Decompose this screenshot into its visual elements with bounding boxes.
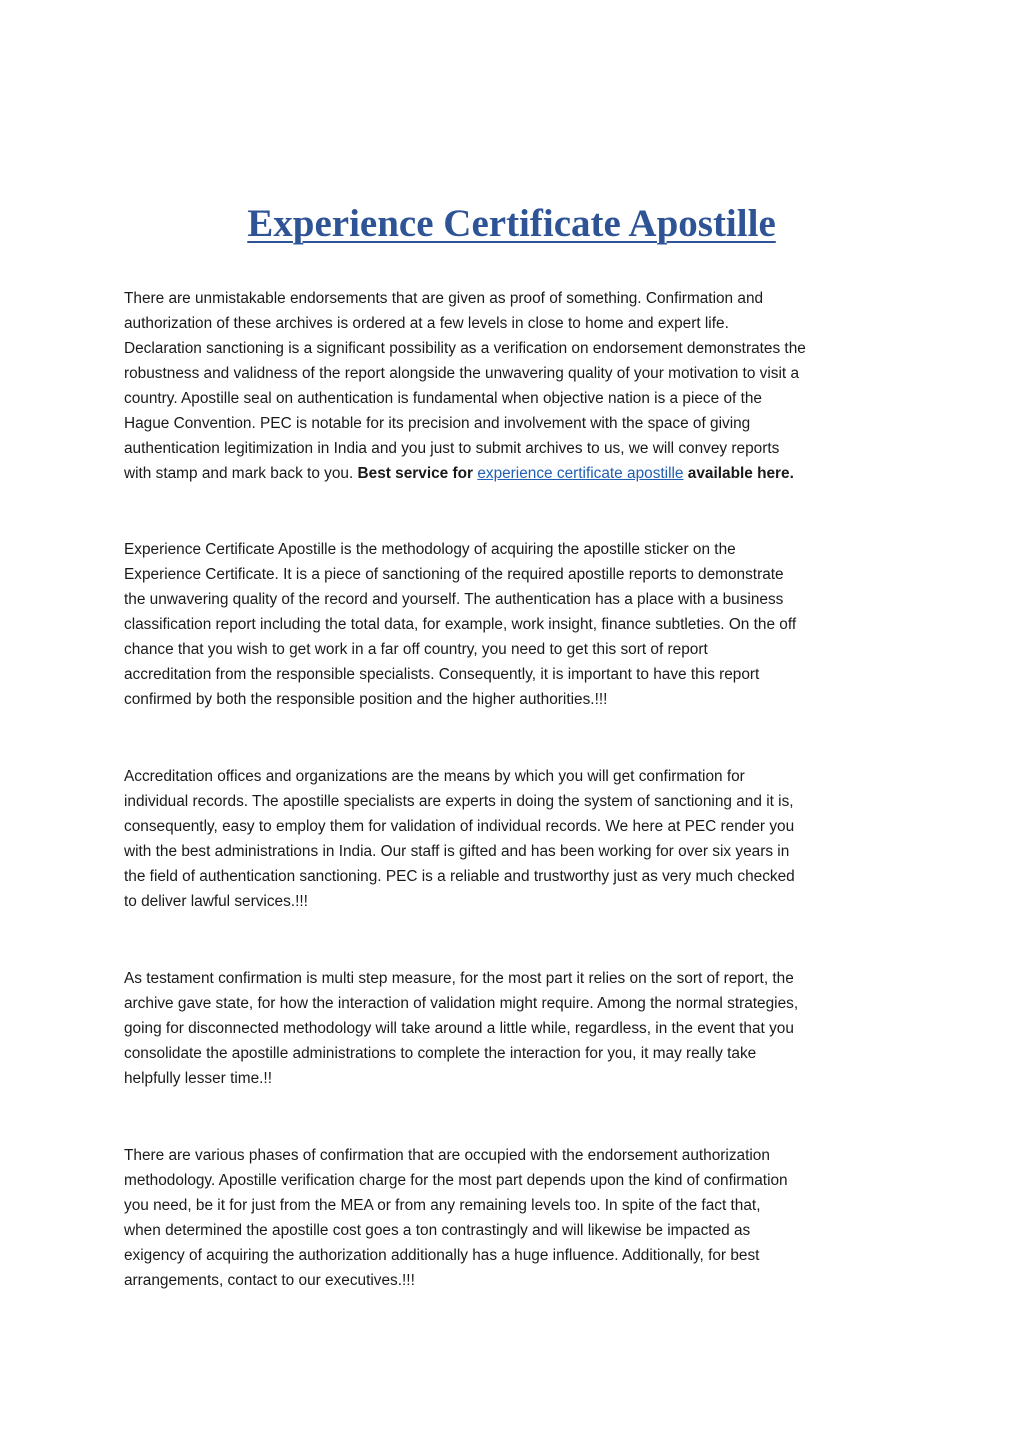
paragraph-3 bbox=[124, 764, 904, 914]
paragraph-line: individual records. The apostille specialists are experts in doing the system of sanctioning and it is, bbox=[124, 793, 794, 810]
paragraph-line: to deliver lawful services.!!! bbox=[124, 893, 308, 910]
paragraph-line: robustness and validness of the report alongside the unwavering quality of your motivation to visit a bbox=[124, 365, 800, 382]
paragraph-line: authentication legitimization in India and you just to submit archives to us, we will convey reports bbox=[124, 440, 780, 457]
paragraph-line: the unwavering quality of the record and yourself. The authentication has a place with a business bbox=[124, 591, 784, 608]
paragraph-line: Hague Convention. PEC is notable for its precision and involvement with the space of giving bbox=[124, 415, 751, 432]
paragraph-line: Declaration sanctioning is a significant possibility as a verification on endorsement demonstrates the bbox=[124, 340, 806, 357]
paragraph-line: with the best administrations in India. Our staff is gifted and has been working for over six years in bbox=[124, 843, 790, 860]
paragraph-line: authorization of these archives is ordered at a few levels in close to home and expert life. bbox=[124, 315, 729, 332]
document-title: Experience Certificate Apostille bbox=[247, 202, 776, 245]
paragraph-line: methodology. Apostille verification charge for the most part depends upon the kind of confirmation bbox=[124, 1172, 788, 1189]
paragraph-line: consequently, easy to employ them for validation of individual records. We here at PEC render you bbox=[124, 818, 795, 835]
paragraph-line: going for disconnected methodology will take around a little while, regardless, in the event that you bbox=[124, 1020, 794, 1037]
paragraph-last-line bbox=[124, 461, 904, 486]
paragraph-line: classification report including the total data, for example, work insight, finance subtleties. On the off bbox=[124, 616, 797, 633]
paragraph-line: As testament confirmation is multi step measure, for the most part it relies on the sort of report, the bbox=[124, 970, 794, 987]
paragraph-line: Experience Certificate. It is a piece of sanctioning of the required apostille reports to demonstrate bbox=[124, 566, 784, 583]
last-line-text: with stamp and mark back to you. bbox=[124, 465, 358, 482]
paragraph-line: There are unmistakable endorsements that are given as proof of something. Confirmation and bbox=[124, 290, 764, 307]
paragraph-line: Accreditation offices and organizations are the means by which you will get confirmation for bbox=[124, 768, 745, 785]
paragraph-line: archive gave state, for how the interaction of validation might require. Among the normal strategies, bbox=[124, 995, 799, 1012]
paragraph-line: chance that you wish to get work in a far off country, you need to get this sort of report bbox=[124, 641, 708, 658]
paragraph-line: exigency of acquiring the authorization additionally has a huge influence. Additionally, for best bbox=[124, 1247, 760, 1264]
paragraph-line: There are various phases of confirmation that are occupied with the endorsement authorization bbox=[124, 1147, 770, 1164]
paragraph-4 bbox=[124, 966, 904, 1091]
paragraph-line: confirmed by both the responsible position and the higher authorities.!!! bbox=[124, 691, 608, 708]
paragraph-line: Experience Certificate Apostille is the methodology of acquiring the apostille sticker on the bbox=[124, 541, 736, 558]
paragraph-line: accreditation from the responsible specialists. Consequently, it is important to have this report bbox=[124, 666, 760, 683]
paragraph-line: you need, be it for just from the MEA or from any remaining levels too. In spite of the fact that, bbox=[124, 1197, 761, 1214]
paragraph-line: country. Apostille seal on authentication is fundamental when objective nation is a piece of the bbox=[124, 390, 762, 407]
paragraph-line: consolidate the apostille administrations to complete the interaction for you, it may really take bbox=[124, 1045, 757, 1062]
bold-service-text: Best service for bbox=[357, 465, 474, 482]
paragraph-1 bbox=[124, 286, 904, 486]
paragraph-line: arrangements, contact to our executives.!!! bbox=[124, 1272, 415, 1289]
paragraph-line: the field of authentication sanctioning. PEC is a reliable and trustworthy just as very much checked bbox=[124, 868, 795, 885]
experience-certificate-apostille-link[interactable]: experience certificate apostille bbox=[477, 465, 684, 482]
paragraph-2 bbox=[124, 537, 904, 712]
paragraph-line: helpfully lesser time.!! bbox=[124, 1070, 272, 1087]
paragraph-line: when determined the apostille cost goes a ton contrastingly and will likewise be impacted as bbox=[124, 1222, 751, 1239]
paragraph-5 bbox=[124, 1143, 904, 1293]
bold-available-text: available here. bbox=[687, 465, 794, 482]
